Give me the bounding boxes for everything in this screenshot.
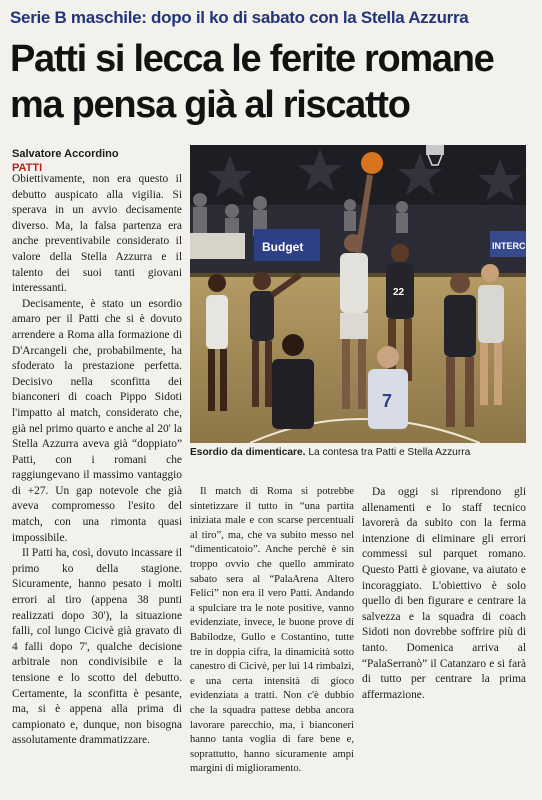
caption-text: La contesa tra Patti e Stella Azzurra <box>305 447 471 458</box>
text-column-3 <box>362 485 526 703</box>
article-headline <box>10 36 535 128</box>
paragraph-4: Il match di Roma si potrebbe sintetizzare il tutto in “una partita iniziata male e con scarse percentuali al tiro”, ma, che va subito messo nel “dimenticatoio”. Anche perchè è sin troppo ovvio che quello ammirato sabato sera al “PalaArena Altero Felici” non era il vero Patti. Andando a spulciare tra le note positive, vanno evidenziate, invece, le buone prove di Babilodze, Gullo e Costantino, tutte tre in doppia cifra, la dinamicità sotto canestro di Cicivè, per lui 14 rimbalzi, e una certa intensità di gioco evidenziata a tratti. Non c'è dubbio che la squadra pattese debba ancora lavorare parecchio, ma, i bianconeri hanno tanta voglia di fare bene e, soprattutto, hanno sicuramente ampi margini di miglioramento. <box>190 486 354 775</box>
paragraph-3: Il Patti ha, così, dovuto incassare il primo ko della stagione. Sicuramente, hanno pesato i molti errori al tiro (appena 38 punti realizzati dopo 30'), la situazione falli, col lungo Cicivè già gravato di 4 falli dopo 7', qualche decisione arbitrale non condivisibile e la tensione e lo scotto del debutto. Certamente, la sconfitta è pesante, ma, si è appena alla prima di campionato e, dunque, non bisogna assolutamente drammatizzare. <box>12 547 182 747</box>
caption-lead: Esordio da dimenticare. <box>190 447 306 458</box>
text-column-2 <box>190 485 354 777</box>
paragraph-5: Da oggi si riprendono gli allenamenti e lo staff tecnico lavorerà da subito con la ferma intenzione di eliminare gli errori commessi sul parquet romano. Questo Patti è giovane, va aiutato e incoraggiato. L'obiettivo è solo quello di ben figurare e centrare la salvezza e la squadra di coach Sidoti non dovrebbe soffrire più di tanto. Domenica arriva al “PalaSerranò” il Catanzaro e si farà di tutto per centrare la prima affermazione. <box>362 486 526 701</box>
sponsor-sign-text-2: INTERC <box>492 241 526 251</box>
byline-place: PATTI <box>12 162 43 174</box>
paragraph-2: Decisamente, è stato un esordio amaro per il Patti che si è dovuto arrendere a Roma alla formazione di D'Arcangeli che, probabilmente, ha sfoderato la prestazione perfetta. Decisivo nella sconfitta dei bianconeri di coach Pippo Sidoti l'impatto al match, considerato che, già nel primo quarto e anche al 20' la Stella Azzurra aveva già “doppiato” Patti, con i romani che raggiungevano il massimo vantaggio di +27. Un gap notevole che già aveva compromesso l'esito del match, con una rimonta quasi impossibile. <box>12 297 182 544</box>
paragraph-1: Obiettivamente, non era questo il debutto auspicato alla vigilia. Si sperava in un avvio decisamente diverso. Ma, la falsa partenza era anche preventivabile considerato il valore della Stella Azzurra e il talento dei suoi tanti giovani interessanti. <box>12 173 182 295</box>
sponsor-sign-text: Budget <box>262 240 304 254</box>
byline-author: Salvatore Accordino <box>12 148 119 160</box>
article-kicker: Serie B maschile: dopo il ko di sabato con la Stella Azzurra <box>10 8 469 27</box>
basketball-game-photo <box>190 145 526 443</box>
photo-caption <box>190 446 526 460</box>
jersey-number: 22 <box>393 287 405 298</box>
headline-line-2: ma pensa già al riscatto <box>10 84 410 126</box>
byline <box>12 147 119 175</box>
text-column-1 <box>12 172 182 749</box>
basketball <box>361 152 383 174</box>
headline-line-1: Patti si lecca le ferite romane <box>10 38 494 80</box>
jersey-number: 7 <box>382 391 393 411</box>
